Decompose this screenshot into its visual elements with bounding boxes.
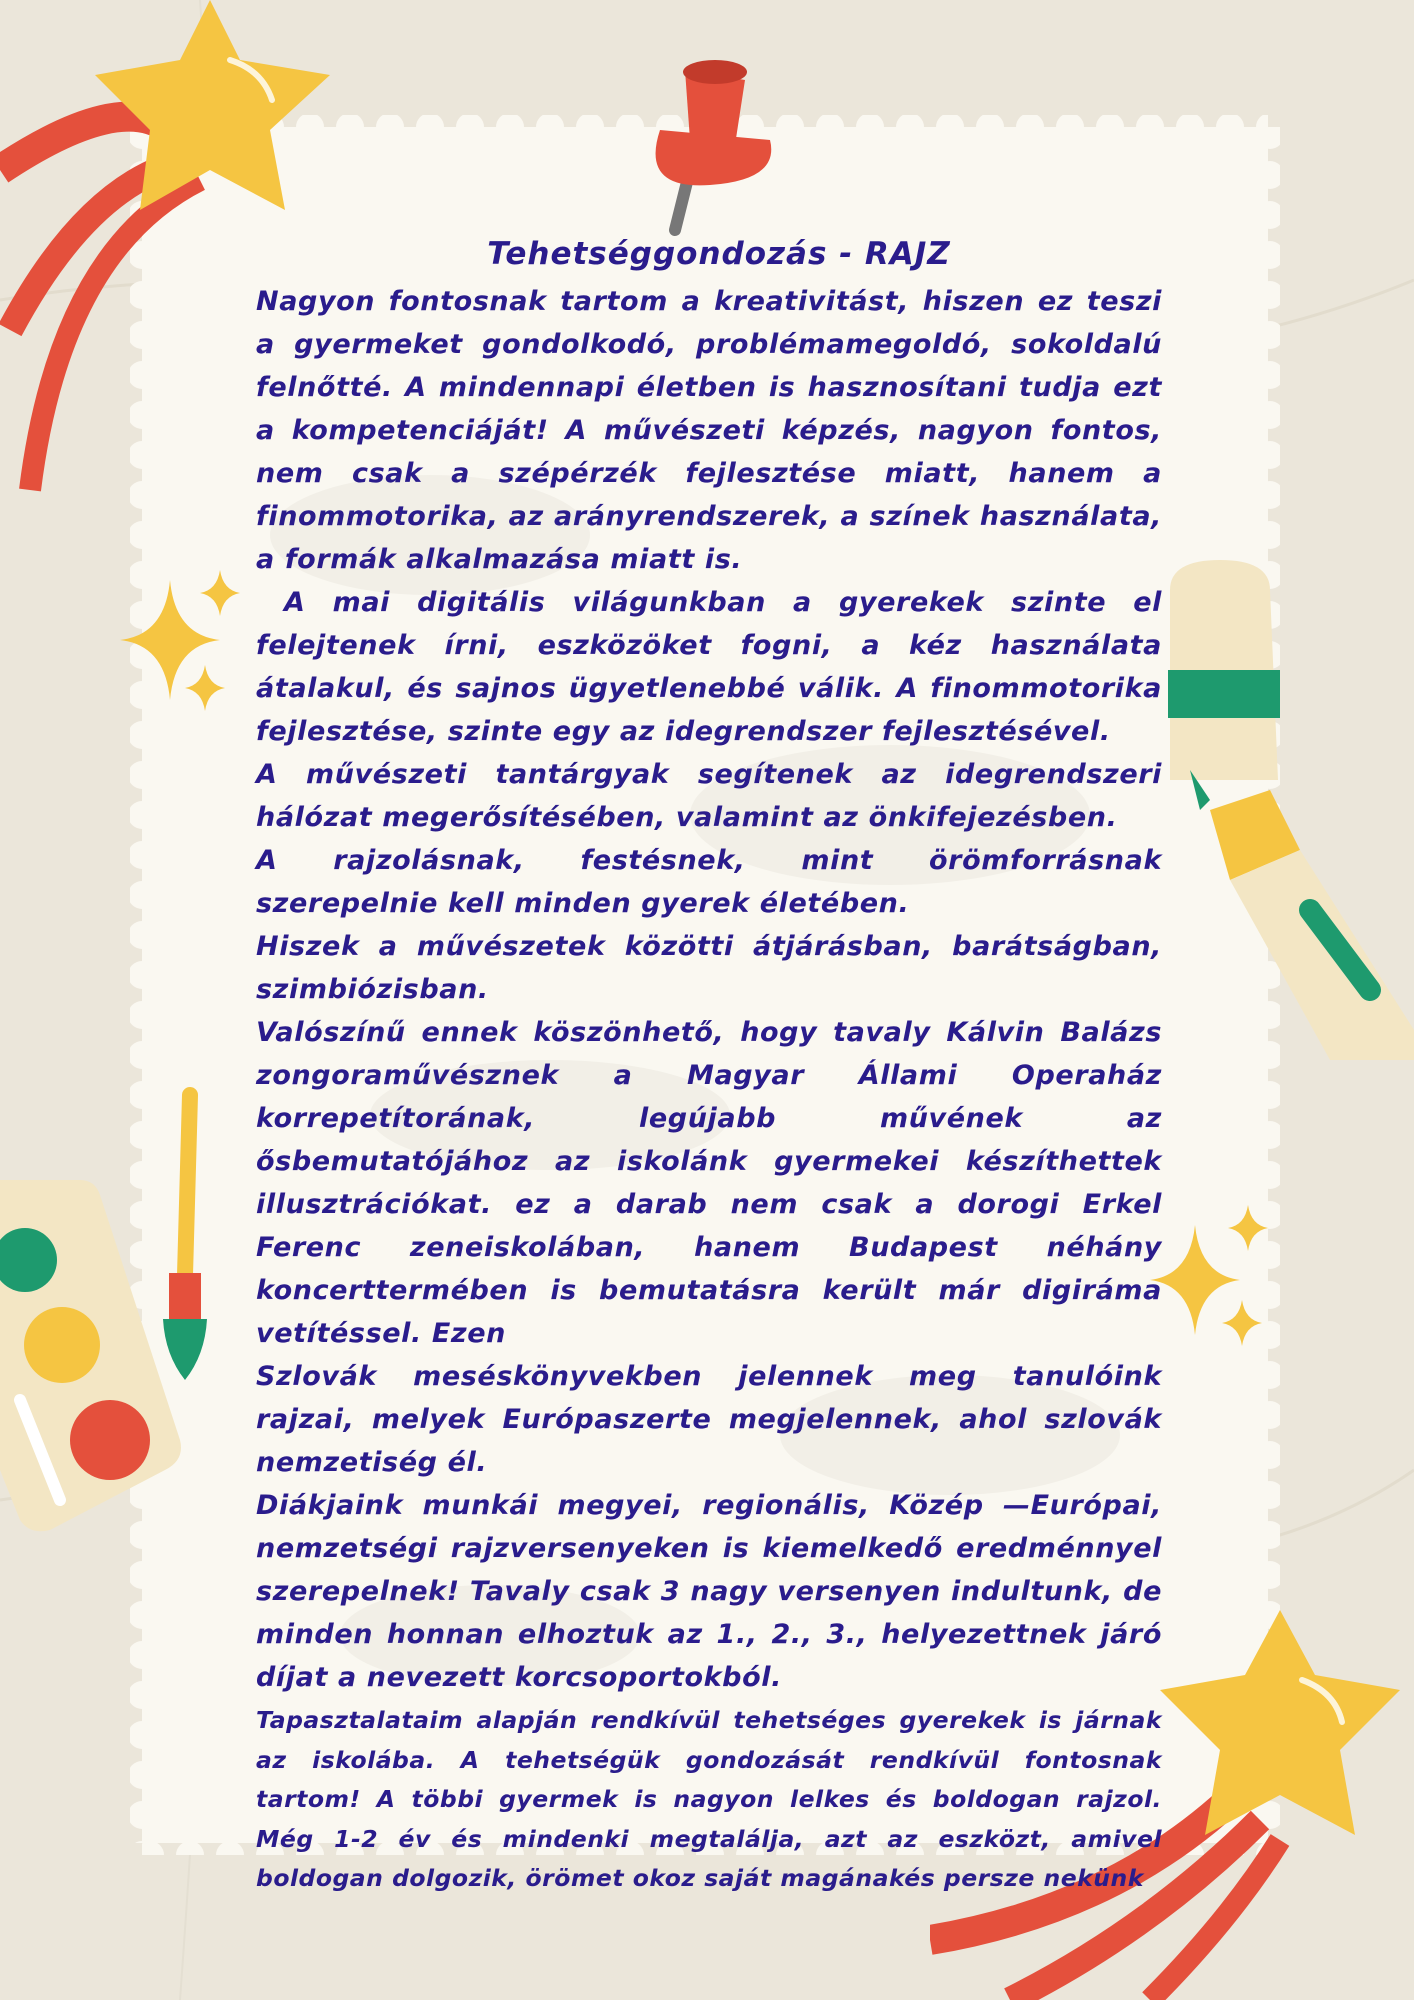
paragraph: A mai digitális világunkban a gyerekek szinte el felejtenek írni, eszközöket fogni, a kéz használata átalakul, és sajnos ügyetlenebbé válik. A finommotorika fejlesztése, szinte egy az idegrendszer fejlesztésével. xyxy=(256,587,1162,747)
paragraph: Szlovák meséskönyvekben jelennek meg tanulóink rajzai, melyek Európaszerte megjelennek, ahol szlovák nemzetiség él. xyxy=(256,1361,1162,1478)
marker-icon xyxy=(1160,550,1290,780)
paragraph: Diákjaink munkái megyei, regionális, Közép —Európai, nemzetségi rajzversenyeken is kiemelkedő eredménnyel szerepelnek! Tavaly csak 3 nagy versenyen indultunk, de minden honnan elhoztuk az 1., 2., 3., helyezettnek járó díjat a nevezett korcsoportokból. xyxy=(256,1490,1162,1693)
document-body xyxy=(256,228,1162,1899)
paragraph: A művészeti tantárgyak segítenek az idegrendszeri hálózat megerősítésében, valamint az önkifejezésben. xyxy=(256,759,1162,833)
paragraph: Tapasztalataim alapján rendkívül tehetséges gyerekek is járnak az iskolába. A tehetségük gondozását rendkívül fontosnak tartom! A többi gyermek is nagyon lelkes és boldogan rajzol. Még 1-2 év és mindenki megtalálja, azt az eszközt, amivel boldogan dolgozik, örömet okoz saját magánakés persze nekünk xyxy=(256,1706,1162,1892)
star-icon xyxy=(1160,1610,1400,1835)
marker-icon xyxy=(1180,760,1414,1060)
paragraph: A rajzolásnak, festésnek, mint örömforrásnak szerepelnie kell minden gyerek életében. xyxy=(256,845,1162,919)
sparkle-icon xyxy=(110,560,250,730)
paragraph: Valószínű ennek köszönhető, hogy tavaly Kálvin Balázs zongoraművésznek a Magyar Állami Operaház korrepetítorának, legújabb művének az ősbemutatójához az iskolánk gyermekei készíthettek illusztrációkat. ez a darab nem csak a dorogi Erkel Ferenc zeneiskolában, hanem Budapest néhány koncerttermében is bemutatásra került már digiráma vetítéssel. Ezen xyxy=(256,1017,1162,1349)
paragraph: Hiszek a művészetek közötti átjárásban, barátságban, szimbiózisban. xyxy=(256,931,1162,1005)
push-pin-icon xyxy=(630,50,800,240)
paragraph: Nagyon fontosnak tartom a kreativitást, hiszen ez teszi a gyermeket gondolkodó, problémamegoldó, sokoldalú felnőtté. A mindennapi életben is hasznosítani tudja ezt a kompetenciáját! A művészeti képzés, nagyon fontos, nem csak a szépérzék fejlesztése miatt, hanem a finommotorika, az arányrendszerek, a színek használata, a formák alkalmazása miatt is. xyxy=(256,286,1162,575)
page-title: Tehetséggondozás - RAJZ xyxy=(487,236,951,272)
sparkle-icon xyxy=(1150,1200,1280,1360)
paint-palette-icon xyxy=(0,1170,190,1550)
